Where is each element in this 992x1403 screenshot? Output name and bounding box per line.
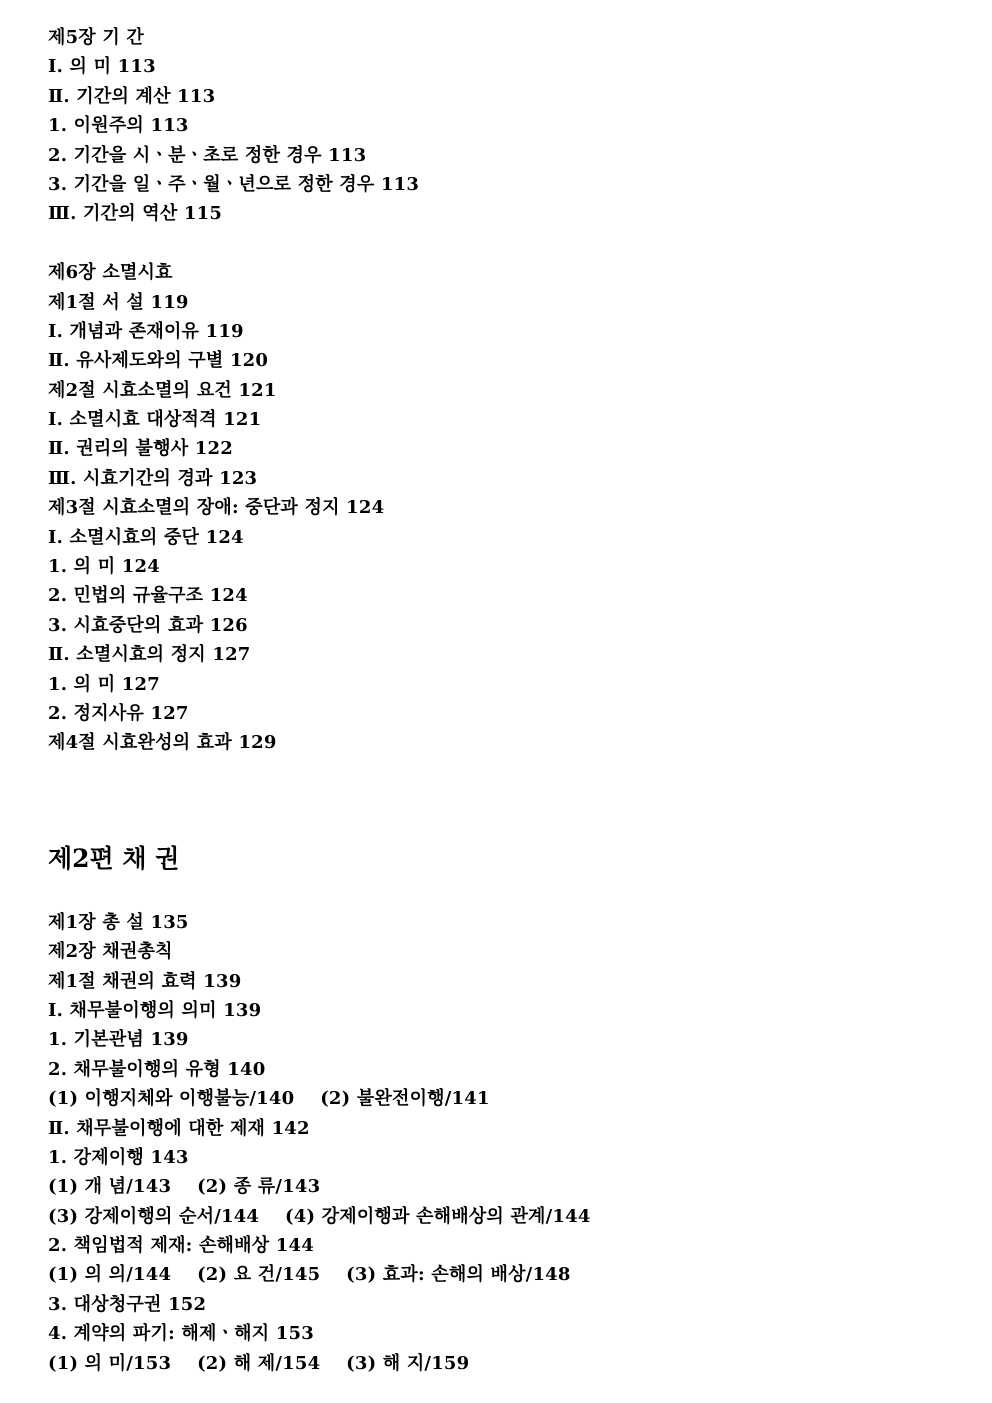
toc-entry: Ⅰ. 개념과 존재이유 119 [48,320,244,342]
toc-entry: 제1절 서 설 119 [48,291,189,313]
part-title: 제2편 채 권 [48,843,180,873]
toc-entry: 2. 책임법적 제재: 손해배상 144 [48,1235,314,1257]
toc-entry: 제4절 시효완성의 효과 129 [48,732,277,754]
toc-entry: 4. 계약의 파기: 해제ㆍ해지 153 [48,1323,314,1345]
toc-entry: (1) 의 의/144 (2) 요 건/145 (3) 효과: 손해의 배상/148 [48,1264,571,1286]
toc-entry: 3. 대상청구권 152 [48,1293,207,1315]
toc-entry: Ⅰ. 의 미 113 [48,56,156,78]
toc-entry: 제1절 채권의 효력 139 [48,970,242,992]
toc-entry: 1. 강제이행 143 [48,1146,189,1168]
toc-entry: Ⅱ. 권리의 불행사 122 [48,438,233,460]
toc-entry: 2. 채무불이행의 유형 140 [48,1058,266,1080]
toc-entry: (1) 개 념/143 (2) 종 류/143 [48,1176,321,1198]
chapter-heading: 제5장 기 간 [48,27,145,48]
toc-entry: Ⅱ. 소멸시효의 정지 127 [48,644,251,666]
toc-entry: Ⅱ. 유사제도와의 구별 120 [48,350,269,372]
toc-entry: Ⅱ. 기간의 계산 113 [48,85,216,107]
toc-entry: 3. 시효중단의 효과 126 [48,614,248,636]
toc-entry: (1) 의 미/153 (2) 해 제/154 (3) 해 지/159 [48,1352,470,1374]
toc-section-chapter5 [48,23,948,229]
toc-entry: 2. 기간을 시ㆍ분ㆍ초로 정한 경우 113 [48,144,367,166]
toc-section-chapter6 [48,258,948,758]
toc-page [48,23,948,1378]
toc-entry: Ⅰ. 소멸시효 대상적격 121 [48,409,262,431]
toc-entry: 1. 기본관념 139 [48,1029,189,1051]
toc-entry: 1. 의 미 127 [48,673,160,695]
toc-entry: Ⅲ. 기간의 역산 115 [48,203,223,225]
toc-entry: 3. 기간을 일ㆍ주ㆍ월ㆍ년으로 정한 경우 113 [48,173,420,195]
toc-entry: 1. 의 미 124 [48,556,160,578]
toc-entry: (3) 강제이행의 순서/144 (4) 강제이행과 손해배상의 관계/144 [48,1205,591,1227]
toc-entry: Ⅲ. 시효기간의 경과 123 [48,467,258,489]
toc-entry: 제1장 총 설 135 [48,911,189,933]
toc-entry: 2. 민법의 규율구조 124 [48,585,248,607]
spacer [48,229,948,258]
toc-entry: Ⅰ. 소멸시효의 중단 124 [48,526,244,548]
toc-entry: 1. 이원주의 113 [48,115,189,137]
toc-entry: Ⅱ. 채무불이행에 대한 제재 142 [48,1117,310,1139]
spacer [48,758,948,830]
chapter-heading: 제6장 소멸시효 [48,262,173,284]
toc-entry: 2. 정지사유 127 [48,702,189,724]
toc-entry: 제3절 시효소멸의 장애: 중단과 정지 124 [48,497,385,519]
toc-entry: Ⅰ. 채무불이행의 의미 139 [48,999,262,1021]
toc-entry: 제2장 채권총칙 [48,941,173,963]
toc-entry: (1) 이행지체와 이행불능/140 (2) 불완전이행/141 [48,1088,490,1110]
toc-section-part2 [48,908,948,1378]
toc-entry: 제2절 시효소멸의 요건 121 [48,379,277,401]
